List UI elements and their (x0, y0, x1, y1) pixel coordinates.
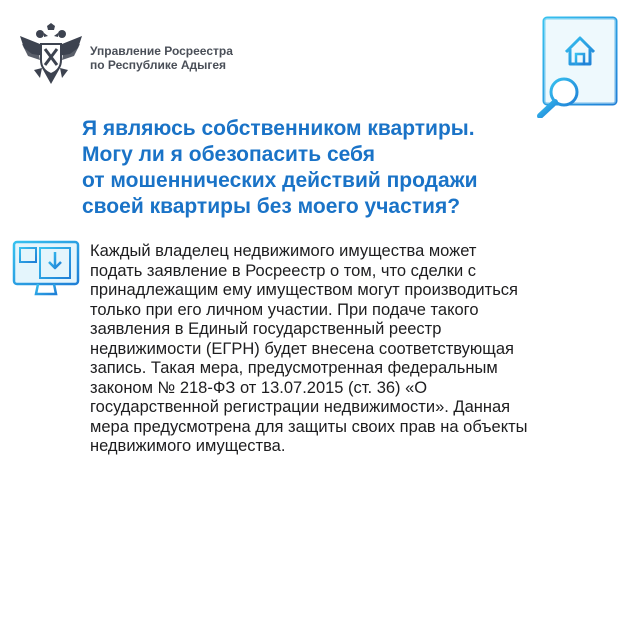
document-house-magnifier-icon (526, 14, 630, 118)
title-line: Могу ли я обезопасить себя (82, 143, 375, 166)
page-title (82, 116, 622, 220)
title-line: от мошеннических действий продажи (82, 169, 478, 192)
organization-name (90, 44, 233, 72)
eagle-emblem-icon (18, 22, 84, 88)
header (18, 22, 278, 92)
body-line: запись. Такая мера, предусмотренная федеральным (90, 359, 498, 377)
body-line: принадлежащим ему имуществом могут производиться (90, 281, 518, 299)
body-line: законом № 218-ФЗ от 13.07.2015 (ст. 36) «О (90, 378, 428, 397)
body-line: только при его личном участии. При подаче такого (90, 300, 479, 319)
body-line: недвижимости (ЕГРН) будет внесена соответствующая (90, 339, 514, 358)
body-line: подать заявление в Росреестр о том, что сделки с (90, 261, 476, 280)
org-line-2: по Республике Адыгея (90, 58, 227, 72)
title-line: своей квартиры без моего участия? (82, 195, 461, 218)
body-line: Каждый владелец недвижимого имущества может (90, 242, 477, 260)
body-line: недвижимого имущества. (90, 437, 286, 455)
body-line: заявления в Единый государственный реестр (90, 320, 442, 338)
computer-download-icon (12, 240, 80, 300)
body-line: государственной регистрации недвижимости». Данная (90, 398, 511, 416)
org-line-1: Управление Росреестра (90, 44, 233, 58)
body-line: мера предусмотрена для защиты своих прав на объекты (90, 417, 528, 436)
body-paragraph (90, 242, 630, 457)
title-line: Я являюсь собственником квартиры. (82, 117, 475, 140)
